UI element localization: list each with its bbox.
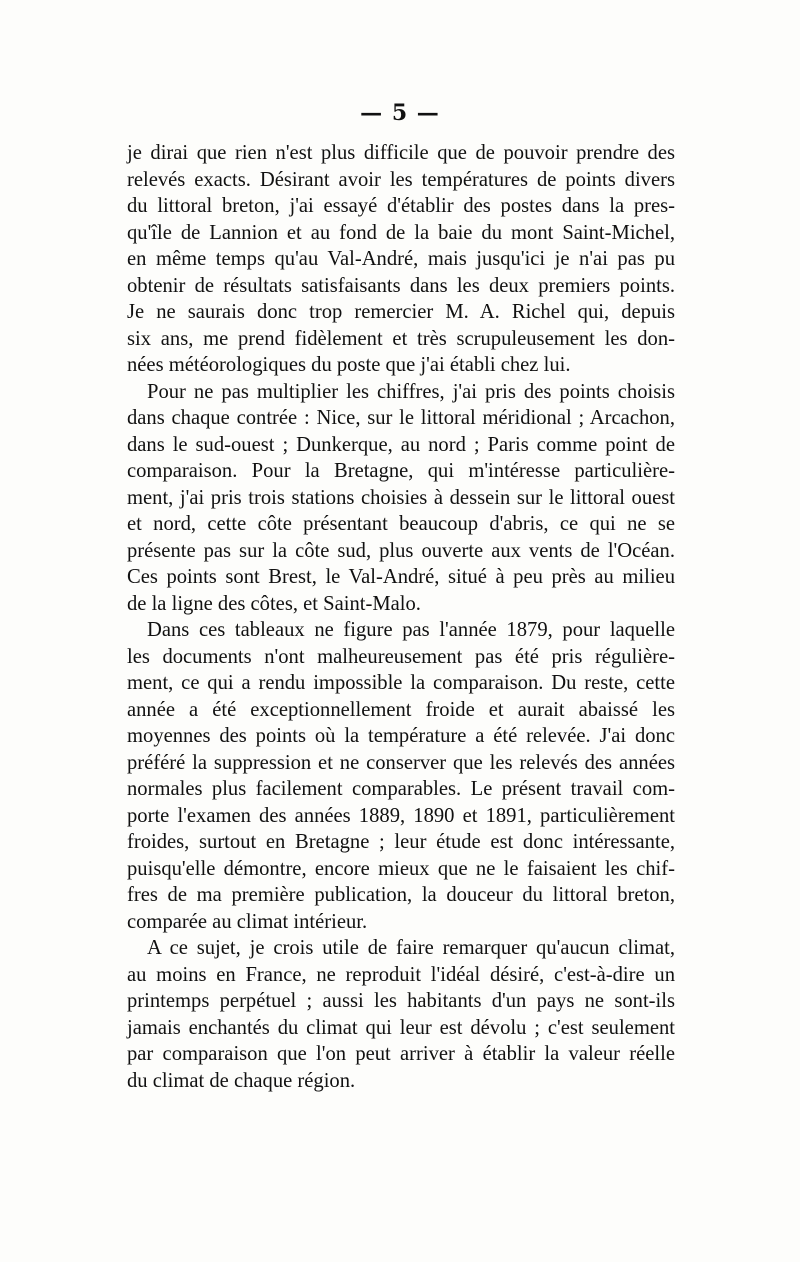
text-line: nées météorologiques du poste que j'ai établi chez lui.	[127, 354, 571, 376]
text-line: comparée au climat intérieur.	[127, 910, 368, 933]
text-line: Je ne saurais donc trop remercier M. A. Richel qui, depuis	[127, 301, 675, 323]
paragraph-3	[127, 617, 675, 935]
text-line: présente pas sur la côte sud, plus ouverte aux vents de l'Océan.	[127, 539, 675, 562]
text-line: normales plus facilement comparables. Le présent travail com-	[127, 778, 675, 800]
paragraph-4	[127, 935, 675, 1094]
text-line: jamais enchantés du climat qui leur est dévolu ; c'est seulement	[127, 1016, 675, 1039]
text-line: dans chaque contrée : Nice, sur le littoral méridional ; Arcachon,	[127, 407, 675, 429]
text-line: printemps perpétuel ; aussi les habitants d'un pays ne sont-ils	[127, 990, 675, 1012]
text-line: je dirai que rien n'est plus difficile que de pouvoir prendre des	[127, 142, 675, 164]
text-line: ment, j'ai pris trois stations choisies à dessein sur le littoral ouest	[127, 486, 675, 509]
text-line: de la ligne des côtes, et Saint-Malo.	[127, 592, 421, 615]
text-line: porte l'examen des années 1889, 1890 et 1891, particulièrement	[127, 804, 675, 827]
text-line: préféré la suppression et ne conserver que les relevés des années	[127, 751, 675, 774]
text-line: A ce sujet, je crois utile de faire remarquer qu'aucun climat,	[147, 937, 675, 959]
text-line: puisqu'elle démontre, encore mieux que ne le faisaient les chif-	[127, 857, 675, 880]
text-line: Dans ces tableaux ne figure pas l'année 1879, pour laquelle	[147, 619, 675, 641]
page-number: — 5 —	[360, 100, 440, 126]
text-line: année a été exceptionnellement froide et aurait abaissé les	[127, 698, 675, 721]
paragraph-2	[127, 379, 675, 618]
text-line: moyennes des points où la température a été relevée. J'ai donc	[127, 725, 675, 747]
body-text	[127, 140, 675, 1094]
text-line: six ans, me prend fidèlement et très scrupuleusement les don-	[127, 327, 675, 350]
text-line: les documents n'ont malheureusement pas été pris régulière-	[127, 645, 675, 668]
text-line: en même temps qu'au Val-André, mais jusqu'ici je n'ai pas pu	[127, 248, 675, 270]
text-line: qu'île de Lannion et au fond de la baie du mont Saint-Michel,	[127, 221, 675, 244]
text-line: du climat de chaque région.	[127, 1069, 356, 1092]
text-line: ment, ce qui a rendu impossible la comparaison. Du reste, cette	[127, 672, 675, 694]
text-line: au moins en France, ne reproduit l'idéal désiré, c'est-à-dire un	[127, 963, 675, 986]
text-line: froides, surtout en Bretagne ; leur étude est donc intéressante,	[127, 831, 675, 853]
text-line: Ces points sont Brest, le Val-André, situé à peu près au milieu	[127, 566, 675, 588]
text-line: du littoral breton, j'ai essayé d'établir des postes dans la pres-	[127, 195, 675, 217]
text-line: dans le sud-ouest ; Dunkerque, au nord ; Paris comme point de	[127, 433, 675, 456]
text-line: comparaison. Pour la Bretagne, qui m'intéresse particulière-	[127, 460, 675, 482]
text-line: et nord, cette côte présentant beaucoup d'abris, ce qui ne se	[127, 513, 675, 535]
text-line: par comparaison que l'on peut arriver à établir la valeur réelle	[127, 1043, 675, 1065]
paragraph-1	[127, 140, 675, 379]
text-line: fres de ma première publication, la douceur du littoral breton,	[127, 884, 675, 906]
text-line: Pour ne pas multiplier les chiffres, j'ai pris des points choisis	[147, 380, 675, 403]
text-line: relevés exacts. Désirant avoir les températures de points divers	[127, 168, 675, 191]
text-line: obtenir de résultats satisfaisants dans les deux premiers points.	[127, 274, 675, 297]
